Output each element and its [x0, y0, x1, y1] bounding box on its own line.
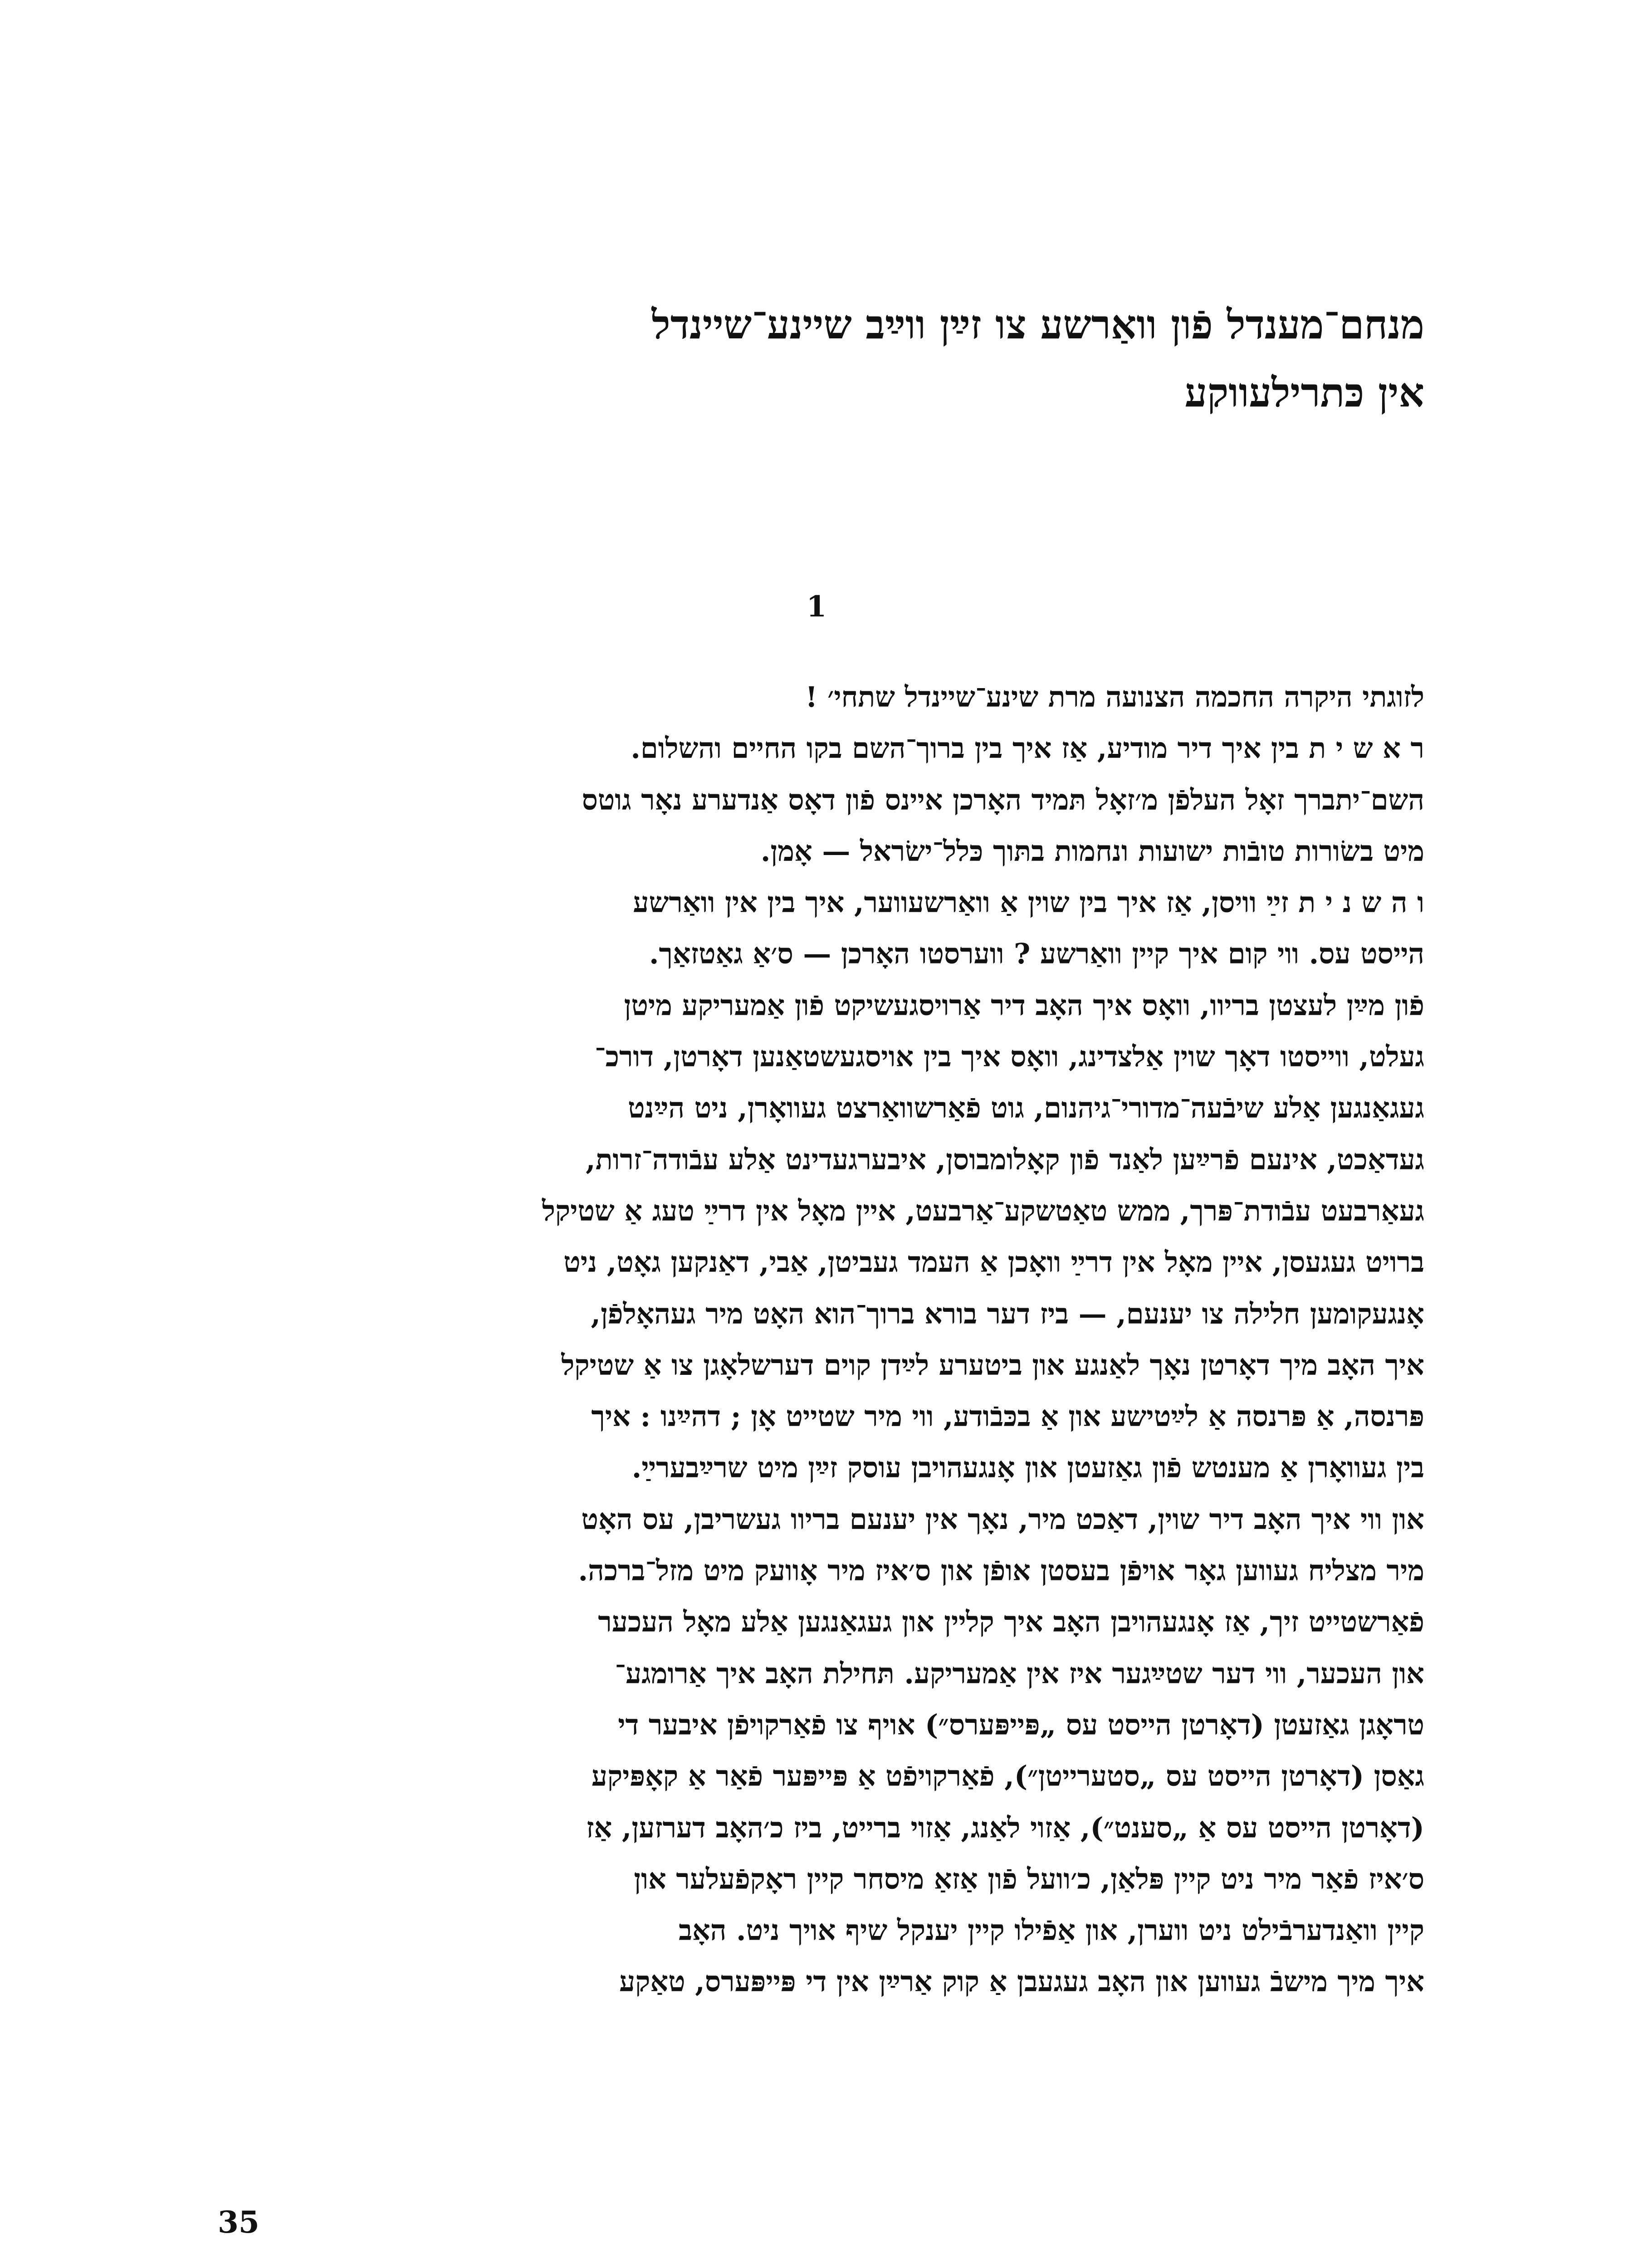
text-line: הייסט עס. ווי קום איך קיין וואַרשע ? ווערסטו האָרכן — ס׳אַ גאַטזאַך. — [649, 937, 1424, 971]
text-line: אָנגעקומען חלילה צו יענעם, — ביז דער בורא ברוך־הוא האָט מיר געהאָלפֿן, — [591, 1297, 1424, 1330]
text-line: געגאַנגען אַלע שיבֿעה־מדורי־גיהנום, גוט פֿאַרשוואַרצט געוואָרן, ניט הײַנט — [628, 1091, 1424, 1125]
text-line: מיט בשׂורות טובֿות ישועות ונחמות בתּוך כּלל־ישׂראל — אָמן. — [760, 834, 1424, 868]
text-line: ו ה ש נ י ת זײַ וויסן, אַז איך בין שוין אַ וואַרשעווער, איך בין אין וואַרשע — [633, 886, 1424, 919]
text-line: לזוגתי היקרה החכמה הצנועה מרת שינע־שיינדל שתחי׳ ! — [805, 680, 1424, 714]
section-number: 1 — [806, 590, 827, 624]
text-line: פֿאַרשטייט זיך, אַז אָנגעהויבן האָב איך קליין און געגאַנגען אַלע מאָל העכער — [598, 1605, 1424, 1639]
text-line: טראָגן גאַזעטן (דאָרטן הייסט עס „פּייפּערס״) אויף צו פֿאַרקויפֿן איבער די — [618, 1708, 1424, 1741]
text-line: בין געוואָרן אַ מענטש פֿון גאַזעטן און אָנגעהויבן עוסק זײַן מיט שרײַבערײַ. — [631, 1451, 1424, 1485]
text-line: און ווי איך האָב דיר שוין, דאַכט מיר, נאָך אין יענעם בריוו געשריבן, עס האָט — [581, 1502, 1424, 1536]
text-line: מיר מצליח געווען גאָר אויפֿן בעסטן אופֿן און ס׳איז מיר אָוועק מיט מזל־ברכה. — [578, 1554, 1424, 1588]
body-text — [211, 671, 1424, 2008]
page-title — [181, 290, 1424, 426]
text-line: פּרנסה, אַ פּרנסה אַ לײַטישע און אַ בכּבֿודע, ווי מיר שטייט אָן ; דהײַנו : איך — [591, 1400, 1424, 1433]
text-line: (דאָרטן הייסט עס אַ „סענט״), אַזוי לאַנג, אַזוי ברייט, ביז כ׳האָב דערזען, אַז — [586, 1811, 1424, 1844]
text-line: געלט, ווייסטו דאָך שוין אַלצדינג, וואָס איך בין אויסגעשטאַנען דאָרטן, דורכ־ — [594, 1040, 1424, 1074]
title-line-2: אין כּתרילעווקע — [1184, 369, 1424, 416]
text-line: ס׳איז פֿאַר מיר ניט קיין פּלאַן, כ׳וועל פֿון אַזאַ מיסחר קיין ראָקפֿעלער און — [634, 1862, 1424, 1896]
text-line: גאַסן (דאָרטן הייסט עס „סטערייטן״), פֿאַרקויפֿט אַ פּייפּער פֿאַר אַ קאָפּיקע — [591, 1760, 1424, 1793]
text-line: ברויט געגעסן, איין מאָל אין דרײַ וואָכן אַ העמד געביטן, אַבי, דאַנקען גאָט, ניט — [563, 1246, 1424, 1279]
title-line-1: מנחם־מענדל פֿון וואַרשע צו זײַן ווײַב שיינע־שיינדל — [651, 301, 1424, 348]
page-number: 35 — [218, 2204, 259, 2240]
text-line: קיין וואַנדערבֿילט ניט ווערן, און אַפֿילו קיין יענקל שיף אויך ניט. האָב — [679, 1914, 1424, 1947]
text-line: פֿון מײַן לעצטן בריוו, וואָס איך האָב דיר אַרויסגעשיקט פֿון אַמעריקע מיטן — [624, 988, 1424, 1022]
text-line: השם־יתברך זאָל העלפֿן מ׳זאָל תּמיד האָרכן איינס פֿון דאָס אַנדערע נאָר גוטס — [582, 783, 1424, 816]
text-line: איך האָב מיך דאָרטן נאָך לאַנגע און ביטערע לײַדן קוים דערשלאָגן צו אַ שטיקל — [561, 1348, 1424, 1382]
text-line: איך מיך מישבֿ געווען און האָב געגעבן אַ קוק אַרײַן אין די פּייפּערס, טאַקע — [619, 1965, 1424, 1999]
text-line: ר א ש י ת בין איך דיר מודיע, אַז איך בין ברוך־השם בקו החיים והשלום. — [631, 732, 1424, 765]
text-line: געאַרבעט עבֿודת־פּרך, ממש טאַטשקע־אַרבעט, איין מאָל אין דרײַ טעג אַ שטיקל — [542, 1194, 1424, 1227]
text-line: און העכער, ווי דער שטײַגער איז אין אַמעריקע. תּחילת האָב איך אַרומגע־ — [615, 1657, 1424, 1690]
text-line: געדאַכט, אינעם פֿרײַען לאַנד פֿון קאָלומבוסן, איבערגעדינט אַלע עבֿודה־זרות, — [586, 1143, 1424, 1176]
